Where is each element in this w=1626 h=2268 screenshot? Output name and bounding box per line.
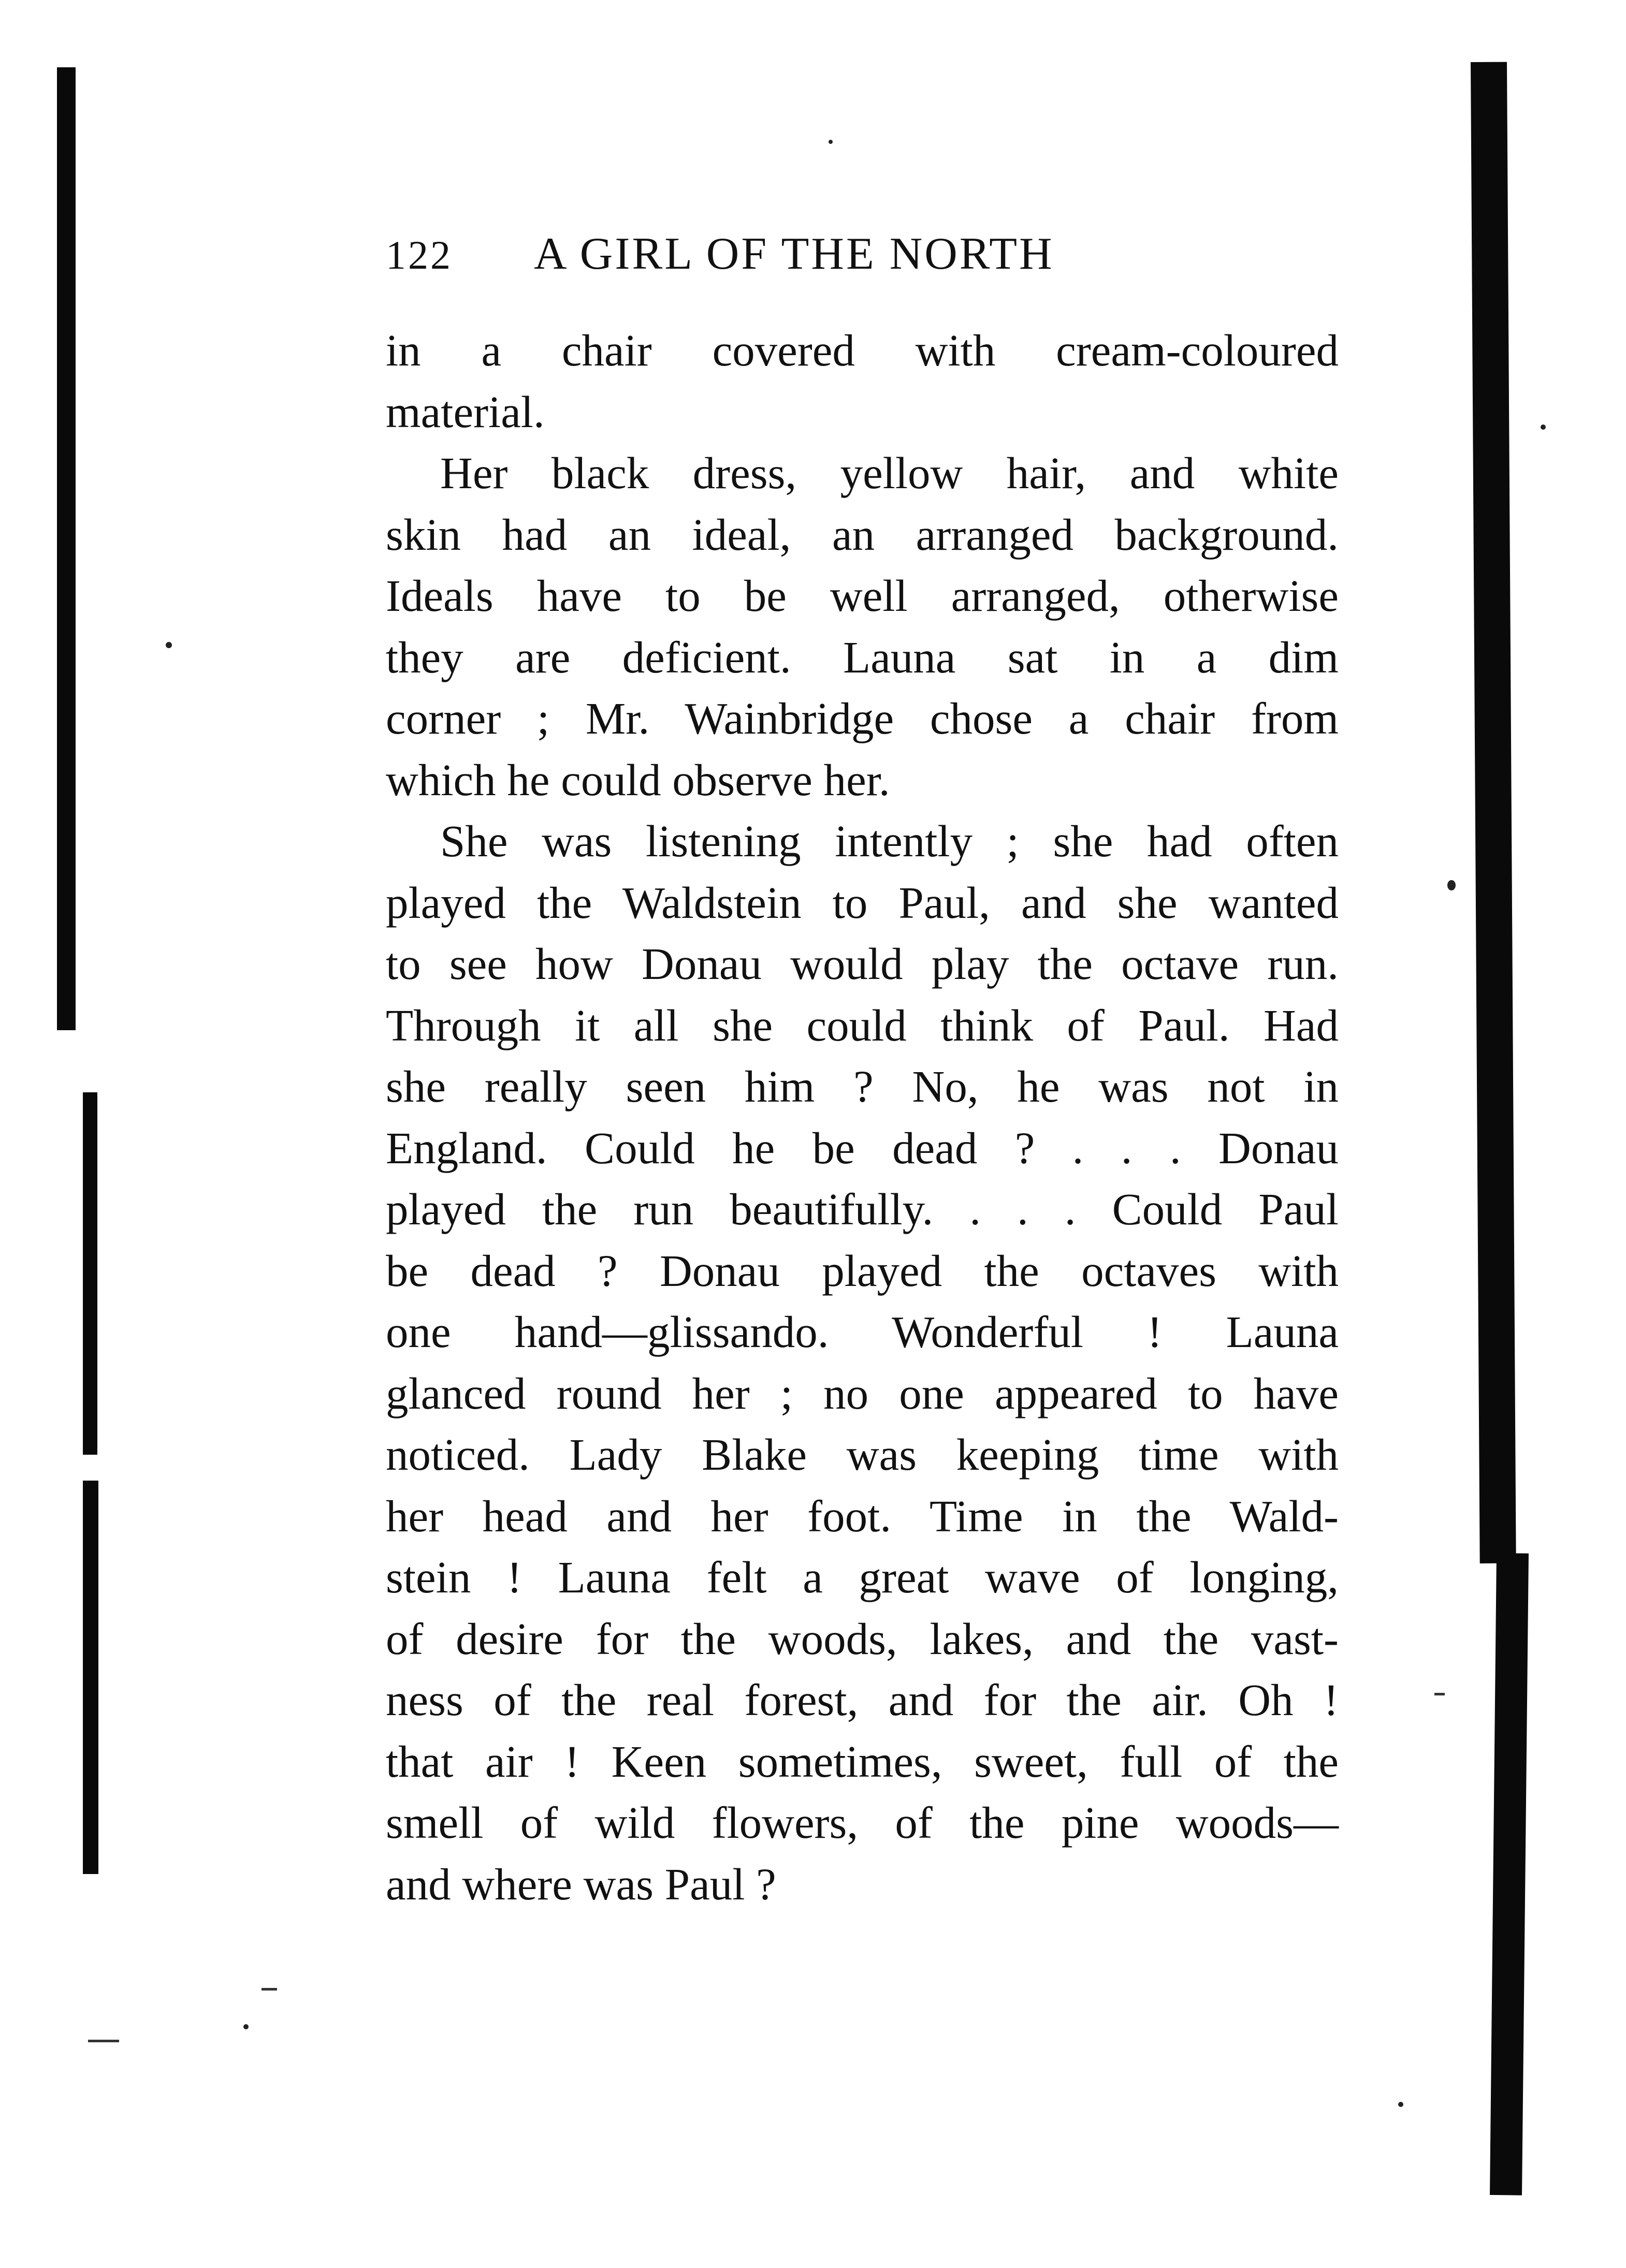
text-line: her head and her foot. Time in the Wald- bbox=[386, 1490, 1339, 1541]
paragraph bbox=[386, 811, 1339, 1915]
scan-mark bbox=[1434, 1693, 1445, 1695]
text-line: they are deficient. Launa sat in a dim bbox=[386, 632, 1339, 682]
running-title: A GIRL OF THE NORTH bbox=[534, 229, 1054, 279]
text-line: that air ! Keen sometimes, sweet, full of the bbox=[386, 1736, 1339, 1787]
text-line: to see how Donau would play the octave run. bbox=[386, 939, 1339, 989]
text-line: of desire for the woods, lakes, and the vast- bbox=[386, 1613, 1339, 1664]
right-edge-shadow bbox=[1471, 62, 1516, 1563]
text-line: which he could observe her. bbox=[386, 754, 890, 805]
text-line: one hand—glissando. Wonderful ! Launa bbox=[386, 1307, 1339, 1357]
text-line: she really seen him ? No, he was not in bbox=[386, 1061, 1339, 1111]
text-line: smell of wild flowers, of the pine woods— bbox=[386, 1797, 1339, 1848]
left-binding-shadow bbox=[83, 1092, 97, 1455]
text-line: corner ; Mr. Wainbridge chose a chair from bbox=[386, 693, 1339, 743]
scan-mark bbox=[88, 2040, 119, 2042]
scan-speck bbox=[1398, 2102, 1403, 2107]
scan-speck bbox=[166, 642, 172, 648]
body-text bbox=[386, 320, 1339, 1915]
text-line: played the run beautifully. . . . Could Paul bbox=[386, 1184, 1339, 1234]
text-line: Ideals have to be well arranged, otherwise bbox=[386, 570, 1339, 621]
scan-speck bbox=[829, 140, 833, 144]
text-line: Through it all she could think of Paul. Had bbox=[386, 1000, 1339, 1050]
running-head bbox=[386, 228, 1266, 280]
left-binding-shadow bbox=[57, 67, 76, 1030]
text-line: Her black dress, yellow hair, and white bbox=[440, 448, 1339, 498]
paragraph bbox=[386, 320, 1339, 443]
text-line: in a chair covered with cream-coloured bbox=[386, 325, 1339, 375]
scan-speck bbox=[1541, 425, 1546, 430]
text-line: played the Waldstein to Paul, and she wanted bbox=[386, 877, 1339, 928]
right-edge-shadow bbox=[1490, 1553, 1529, 2196]
paragraph bbox=[386, 443, 1339, 811]
text-line: noticed. Lady Blake was keeping time with bbox=[386, 1429, 1339, 1480]
text-line: skin had an ideal, an arranged background. bbox=[386, 509, 1339, 560]
text-line: glanced round her ; no one appeared to have bbox=[386, 1368, 1339, 1418]
text-line: stein ! Launa felt a great wave of longing, bbox=[386, 1552, 1339, 1602]
text-line: England. Could he be dead ? . . . Donau bbox=[386, 1122, 1339, 1173]
left-binding-shadow bbox=[83, 1481, 98, 1874]
scan-speck bbox=[1447, 880, 1456, 890]
text-line: ness of the real forest, and for the air. Oh ! bbox=[386, 1675, 1339, 1725]
text-line: and where was Paul ? bbox=[386, 1859, 776, 1909]
page-number: 122 bbox=[386, 232, 453, 277]
text-line: material. bbox=[386, 386, 545, 437]
text-line: be dead ? Donau played the octaves with bbox=[386, 1245, 1339, 1296]
scan-mark bbox=[262, 1988, 277, 1991]
text-line: She was listening intently ; she had often bbox=[440, 816, 1339, 866]
scan-speck bbox=[243, 2024, 249, 2029]
